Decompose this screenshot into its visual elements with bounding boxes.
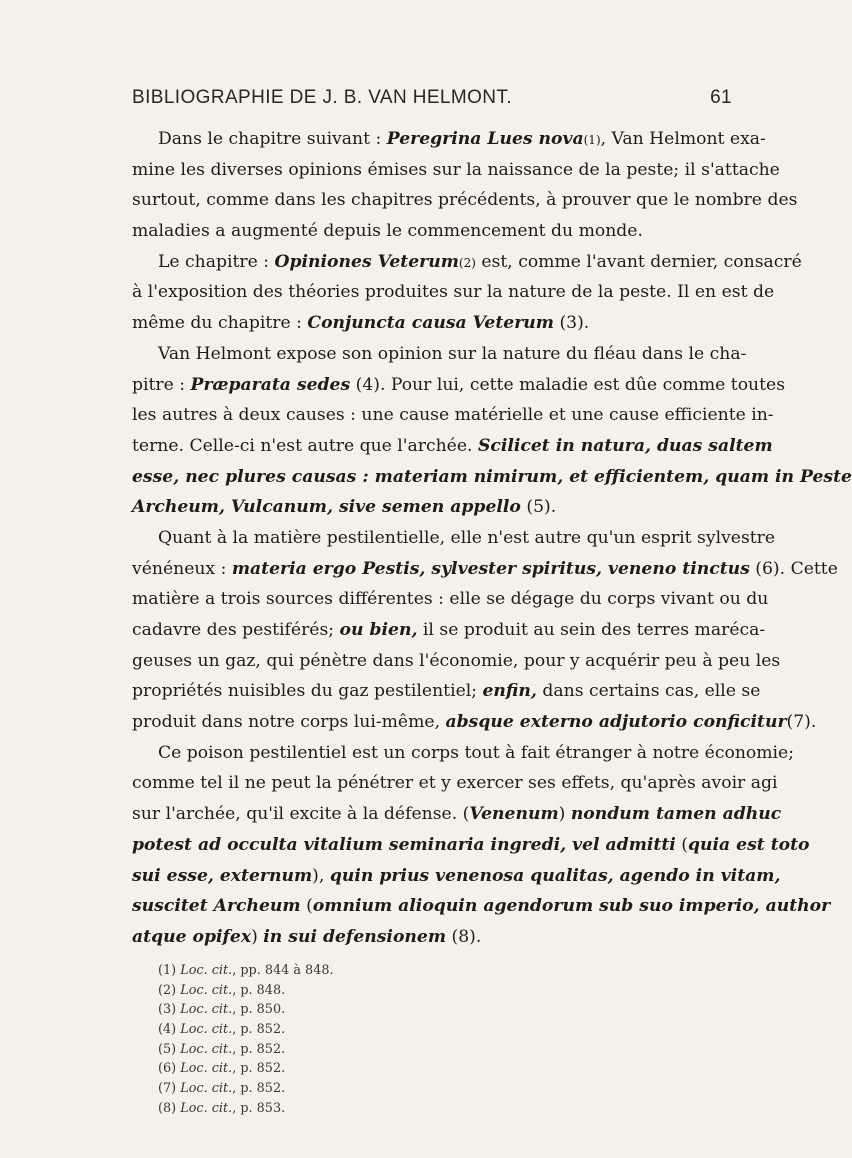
- latin-quote: nondum tamen adhuc: [570, 804, 782, 825]
- footnote-ref-text: Loc. cit.: [180, 1022, 233, 1038]
- text-run: (7).: [786, 712, 817, 733]
- footnote-ref: (1): [583, 133, 601, 147]
- text-run: même du chapitre :: [132, 313, 308, 334]
- emphasis: ou bien,: [339, 620, 418, 640]
- latin-quote: atque opifex: [132, 926, 252, 947]
- footnote-number: (8): [158, 1100, 177, 1116]
- text-line: [132, 308, 732, 339]
- text-run: à l'exposition des théories produites sur la nature de la peste. Il en est de: [132, 282, 775, 303]
- latin-quote: Venenum: [469, 804, 559, 825]
- latin-quote: quin prius venenosa qualitas, agendo in vitam,: [329, 865, 781, 886]
- text-line: [132, 554, 838, 585]
- latin-quote: potest ad occulta vitalium seminaria ingredi, vel admitti: [132, 834, 676, 855]
- text-run: mine les diverses opinions émises sur la naissance de la peste; il s'attache: [132, 159, 780, 180]
- text-run: pitre :: [132, 374, 191, 395]
- latin-quote: suscitet Archeum: [132, 896, 301, 917]
- text-run: geuses un gaz, qui pénètre dans l'économie, pour y acquérir peu à peu les: [132, 650, 781, 671]
- text-line: [132, 124, 766, 155]
- footnote-ref-text: Loc. cit.: [180, 1002, 233, 1018]
- footnote-ref: (2): [458, 255, 476, 270]
- text-run: matière a trois sources différentes : elle se dégage du corps vivant ou du: [132, 589, 769, 610]
- text-run: (6). Cette: [749, 558, 838, 579]
- latin-quote: sui esse, externum: [132, 865, 313, 886]
- latin-title: Conjuncta causa Veterum: [307, 313, 554, 334]
- text-line: [132, 584, 769, 615]
- text-line: [132, 523, 776, 554]
- text-run: produit dans notre corps lui-même,: [132, 712, 446, 733]
- text-run: (3).: [553, 313, 590, 334]
- text-run: , Van Helmont exa-: [600, 129, 766, 149]
- text-run: (4). Pour lui, cette maladie est dûe comme toutes: [350, 374, 786, 395]
- text-run: (: [675, 834, 688, 855]
- text-run: comme tel il ne peut la pénétrer et y exercer ses effets, qu'après avoir agi: [132, 773, 778, 794]
- footnote-number: (2): [158, 982, 177, 998]
- page-number: 61: [710, 87, 732, 108]
- footnote-ref-text: Loc. cit.: [180, 1100, 233, 1116]
- text-line: [132, 861, 781, 892]
- footnote-ref-text: Loc. cit.: [180, 963, 233, 978]
- latin-quote: quia est toto: [688, 834, 810, 855]
- emphasis: enfin,: [482, 681, 537, 702]
- footnote: [158, 1000, 578, 1020]
- footnote: [158, 1059, 578, 1079]
- text-run: cadavre des pestiférés;: [132, 620, 340, 640]
- latin-title: Præparata sedes: [190, 374, 351, 395]
- text-run: (8).: [446, 926, 482, 947]
- text-line: [132, 216, 732, 247]
- text-line: [132, 768, 778, 799]
- footnote: [158, 1020, 578, 1040]
- footnote-number: (7): [158, 1081, 177, 1097]
- text-line: [132, 370, 786, 401]
- footnote-pages: , p. 852.: [232, 1041, 286, 1057]
- footnote: [158, 1099, 578, 1119]
- footnote-number: (5): [158, 1041, 177, 1057]
- text-line: [132, 431, 773, 462]
- text-run: Le chapitre :: [158, 251, 275, 272]
- text-line: [132, 155, 780, 186]
- text-run: sur l'archée, qu'il excite à la défense. (: [132, 804, 470, 825]
- text-run: est, comme l'avant dernier, consacré: [475, 251, 802, 272]
- text-run: terne. Celle-ci n'est autre que l'archée.: [132, 435, 478, 456]
- text-run: Dans le chapitre suivant :: [158, 129, 387, 149]
- text-run: (5).: [520, 497, 557, 518]
- footnote-ref-text: Loc. cit.: [180, 982, 233, 998]
- footnote: [158, 1040, 578, 1060]
- latin-title: Opiniones Veterum: [274, 251, 459, 272]
- text-run: ): [558, 804, 571, 825]
- text-line: [132, 185, 798, 216]
- footnote-number: (4): [158, 1022, 177, 1038]
- footnote-number: (1): [158, 963, 177, 978]
- text-line: [132, 738, 794, 769]
- text-run: vénéneux :: [132, 558, 232, 579]
- footnote-pages: , p. 852.: [232, 1061, 286, 1077]
- latin-quote: materia ergo Pestis, sylvester spiritus, veneno tinctus: [231, 558, 750, 579]
- footnote: [158, 981, 578, 1001]
- text-run: les autres à deux causes : une cause matérielle et une cause efficiente in-: [132, 405, 774, 426]
- text-run: Ce poison pestilentiel est un corps tout à fait étranger à notre économie;: [158, 742, 794, 763]
- latin-quote: Archeum, Vulcanum, sive semen appello: [132, 497, 521, 518]
- footnote-number: (3): [158, 1002, 177, 1018]
- footnote-pages: , p. 848.: [232, 982, 286, 998]
- footnote-pages: , pp. 844 à 848.: [232, 963, 334, 978]
- footnotes: [158, 961, 578, 1119]
- running-title: BIBLIOGRAPHIE DE J. B. VAN HELMONT.: [132, 87, 513, 108]
- text-run: maladies a augmenté depuis le commencement du monde.: [132, 221, 643, 242]
- text-run: Quant à la matière pestilentielle, elle n'est autre qu'un esprit sylvestre: [158, 527, 776, 548]
- text-run: ),: [312, 865, 330, 886]
- footnote-ref-text: Loc. cit.: [180, 1041, 233, 1057]
- text-line: [132, 462, 852, 493]
- footnote: [158, 961, 578, 981]
- text-line: [132, 339, 747, 370]
- footnote-pages: , p. 850.: [232, 1002, 286, 1018]
- body-text: [132, 124, 852, 953]
- footnote: [158, 1079, 578, 1099]
- text-line: [132, 277, 775, 308]
- footnote-number: (6): [158, 1061, 177, 1077]
- text-line: [132, 891, 831, 922]
- footnote-ref-text: Loc. cit.: [180, 1061, 233, 1077]
- latin-quote: in sui defensionem: [263, 926, 447, 947]
- text-line: [132, 646, 781, 677]
- latin-quote: absque externo adjutorio conficitur: [445, 712, 787, 733]
- text-line: [132, 707, 817, 738]
- text-line: [132, 615, 766, 646]
- text-line: [132, 247, 802, 278]
- text-run: surtout, comme dans les chapitres précédents, à prouver que le nombre des: [132, 190, 798, 211]
- text-line: [132, 799, 782, 830]
- text-line: [132, 922, 732, 953]
- text-run: (: [300, 896, 313, 917]
- footnote-pages: , p. 853.: [232, 1100, 286, 1116]
- text-line: [132, 492, 732, 523]
- text-run: propriétés nuisibles du gaz pestilentiel;: [132, 681, 483, 702]
- text-run: il se produit au sein des terres maréca-: [417, 620, 766, 640]
- text-run: dans certains cas, elle se: [536, 681, 761, 702]
- footnote-pages: , p. 852.: [232, 1081, 286, 1097]
- text-run: Van Helmont expose son opinion sur la nature du fléau dans le cha-: [158, 343, 747, 364]
- latin-title: Peregrina Lues nova: [386, 129, 584, 149]
- latin-quote: Scilicet in natura, duas saltem: [477, 435, 773, 456]
- latin-quote: esse, nec plures causas : materiam nimirum, et efficientem, quam in Peste: [132, 466, 852, 487]
- text-line: [132, 676, 761, 707]
- latin-quote: omnium alioquin agendorum sub suo imperio, author: [312, 896, 831, 917]
- footnote-ref-text: Loc. cit.: [180, 1081, 233, 1097]
- text-run: ): [251, 926, 264, 947]
- text-line: [132, 830, 810, 861]
- footnote-pages: , p. 852.: [232, 1022, 286, 1038]
- text-line: [132, 400, 774, 431]
